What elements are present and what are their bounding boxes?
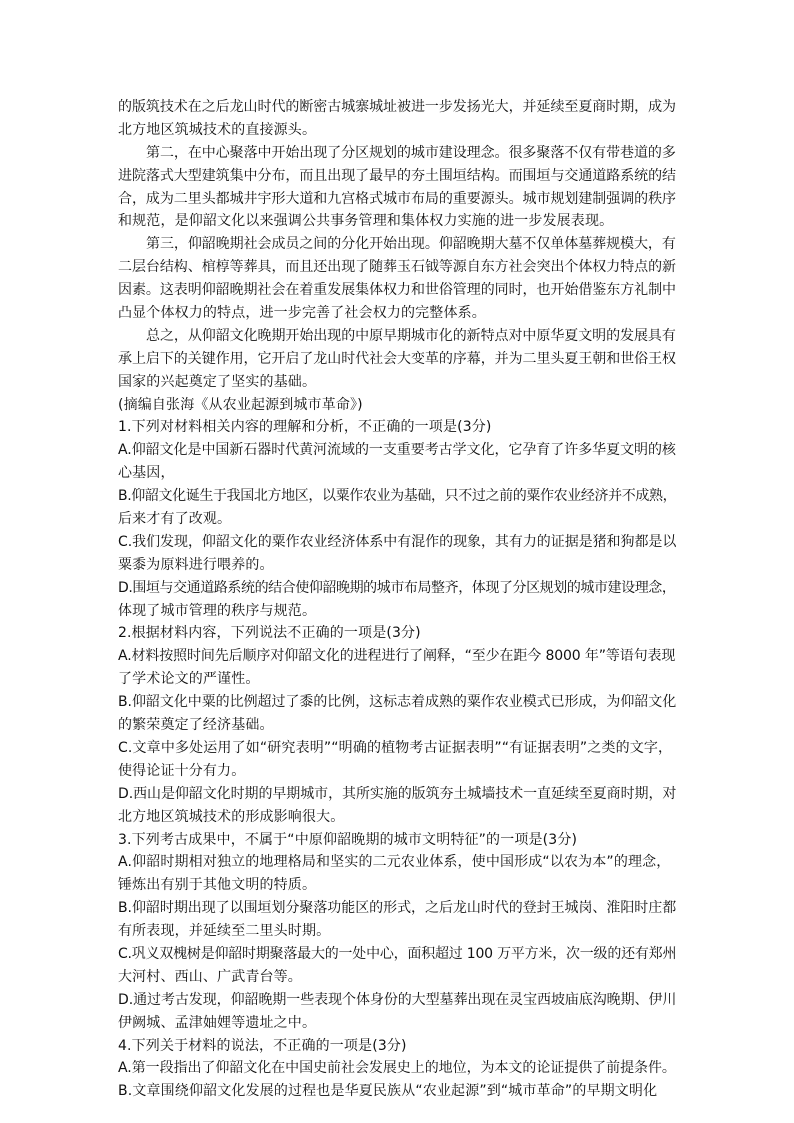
text-line: 后来才有了改观。 [118, 511, 232, 528]
text-line: C.巩义双槐树是仰韶时期聚落最大的一处中心，面积超过 100 万平方米，次一级的还有郑州 [118, 945, 677, 962]
text-line: 北方地区筑城技术的直接源头。 [118, 121, 317, 138]
text-line: 的繁荣奠定了经济基础。 [118, 717, 274, 734]
text-line: B.仰韶时期出现了以围垣划分聚落功能区的形式，之后龙山时代的登封王城岗、淮阳时庄都 [118, 900, 677, 917]
text-line: D.通过考古发现，仰韶晚期一些表现个体身份的大型墓葬出现在灵宝西坡庙底沟晚期、伊川 [118, 991, 677, 1008]
text-line: 锤炼出有别于其他文明的特质。 [118, 877, 317, 894]
document-page [118, 96, 678, 1103]
text-line: 合，成为二里头都城井宇形大道和九宫格式城市布局的重要源头。城市规划建制强调的秩序 [118, 190, 676, 207]
text-line: 总之，从仰韶文化晚期开始出现的中原早期城市化的新特点对中原华夏文明的发展具有 [146, 327, 676, 344]
text-line: 第二，在中心聚落中开始出现了分区规划的城市建设理念。很多聚落不仅有带巷道的多 [146, 144, 676, 161]
text-line: (摘编自张海《从农业起源到城市革命》) [118, 396, 363, 413]
text-line: 和规范，是仰韶文化以来强调公共事务管理和集体权力实施的进一步发展表现。 [118, 213, 614, 230]
text-line: 使得论证十分有力。 [118, 762, 246, 779]
text-line: A.第一段指出了仰韶文化在中国史前社会发展史上的地位，为本文的论证提供了前提条件。 [118, 1060, 676, 1077]
text-line: 体现了城市管理的秩序与规范。 [118, 602, 317, 619]
text-line: 第三，仰韶晚期社会成员之间的分化开始出现。仰韶晚期大墓不仅单体墓葬规模大，有 [146, 236, 676, 253]
text-line: 二层台结构、棺椁等葬具，而且还出现了随葬玉石钺等源自东方社会突出个体权力特点的新 [118, 259, 676, 276]
text-line: D.围垣与交通道路系统的结合使仰韶晚期的城市布局整齐，体现了分区规划的城市建设理念， [118, 579, 676, 596]
text-line: 大河村、西山、广武青台等。 [118, 968, 302, 985]
text-line: 凸显个体权力的特点，进一步完善了社会权力的完整体系。 [118, 305, 486, 322]
text-line: B.仰韶文化中粟的比例超过了黍的比例，这标志着成熟的粟作农业模式已形成，为仰韶文化 [118, 694, 677, 711]
text-line: 心基因， [118, 465, 175, 482]
text-line: 有所表现，并延续至二里头时期。 [118, 923, 331, 940]
text-line: 4.下列关于材料的说法，不正确的一项是(3分) [118, 1037, 407, 1054]
text-line: A.仰韶文化是中国新石器时代黄河流域的一支重要考古学文化，它孕育了许多华夏文明的核 [118, 442, 676, 459]
text-line: 粟黍为原料进行喂养的。 [118, 556, 274, 573]
text-line: C.我们发现，仰韶文化的粟作农业经济体系中有混作的现象，其有力的证据是猪和狗都是以 [118, 533, 677, 550]
text-line: 3.下列考古成果中，不属于“中原仰韶晚期的城市文明特征”的一项是(3分) [118, 831, 578, 848]
text-line: 2.根据材料内容，下列说法不正确的一项是(3分) [118, 625, 421, 642]
text-line: B.仰韶文化诞生于我国北方地区，以粟作农业为基础，只不过之前的粟作农业经济并不成熟， [118, 488, 677, 505]
text-line: 伊阙城、孟津妯娌等遗址之中。 [118, 1014, 317, 1031]
text-line: 了学术论文的严谨性。 [118, 671, 260, 688]
text-line: 1.下列对材料相关内容的理解和分析，不正确的一项是(3分) [118, 419, 492, 436]
text-line: 因素。这表明仰韶晚期社会在着重发展集体权力和世俗管理的同时，也开始借鉴东方礼制中 [118, 282, 676, 299]
text-line: 北方地区筑城技术的形成影响很大。 [118, 808, 345, 825]
text-line: B.文章围绕仰韶文化发展的过程也是华夏民族从“农业起源”到“城市革命”的早期文明化 [118, 1083, 658, 1100]
text-line: 的版筑技术在之后龙山时代的断密古城寨城址被进一步发扬光大，并延续至夏商时期，成为 [118, 99, 676, 115]
text-line: 国家的兴起奠定了坚实的基础。 [118, 373, 317, 390]
text-line: A.材料按照时间先后顺序对仰韶文化的进程进行了阐释，“至少在距今 8000 年”等语句表现 [118, 648, 676, 665]
text-line: 进院落式大型建筑集中分布，而且出现了最早的夯土围垣结构。而围垣与交通道路系统的结 [118, 167, 676, 184]
text-line: A.仰韶时期相对独立的地理格局和坚实的二元农业体系，使中国形成“以农为本”的理念， [118, 854, 671, 871]
text-line: C.文章中多处运用了如“研究表明”“明确的植物考古证据表明”“有证据表明”之类的文字， [118, 739, 673, 756]
text-line: 承上启下的关键作用，它开启了龙山时代社会大变革的序幕，并为二里头夏王朝和世俗王权 [118, 350, 676, 367]
text-line: D.西山是仰韶文化时期的早期城市，其所实施的版筑夯土城墙技术一直延续至夏商时期，对 [118, 785, 677, 802]
